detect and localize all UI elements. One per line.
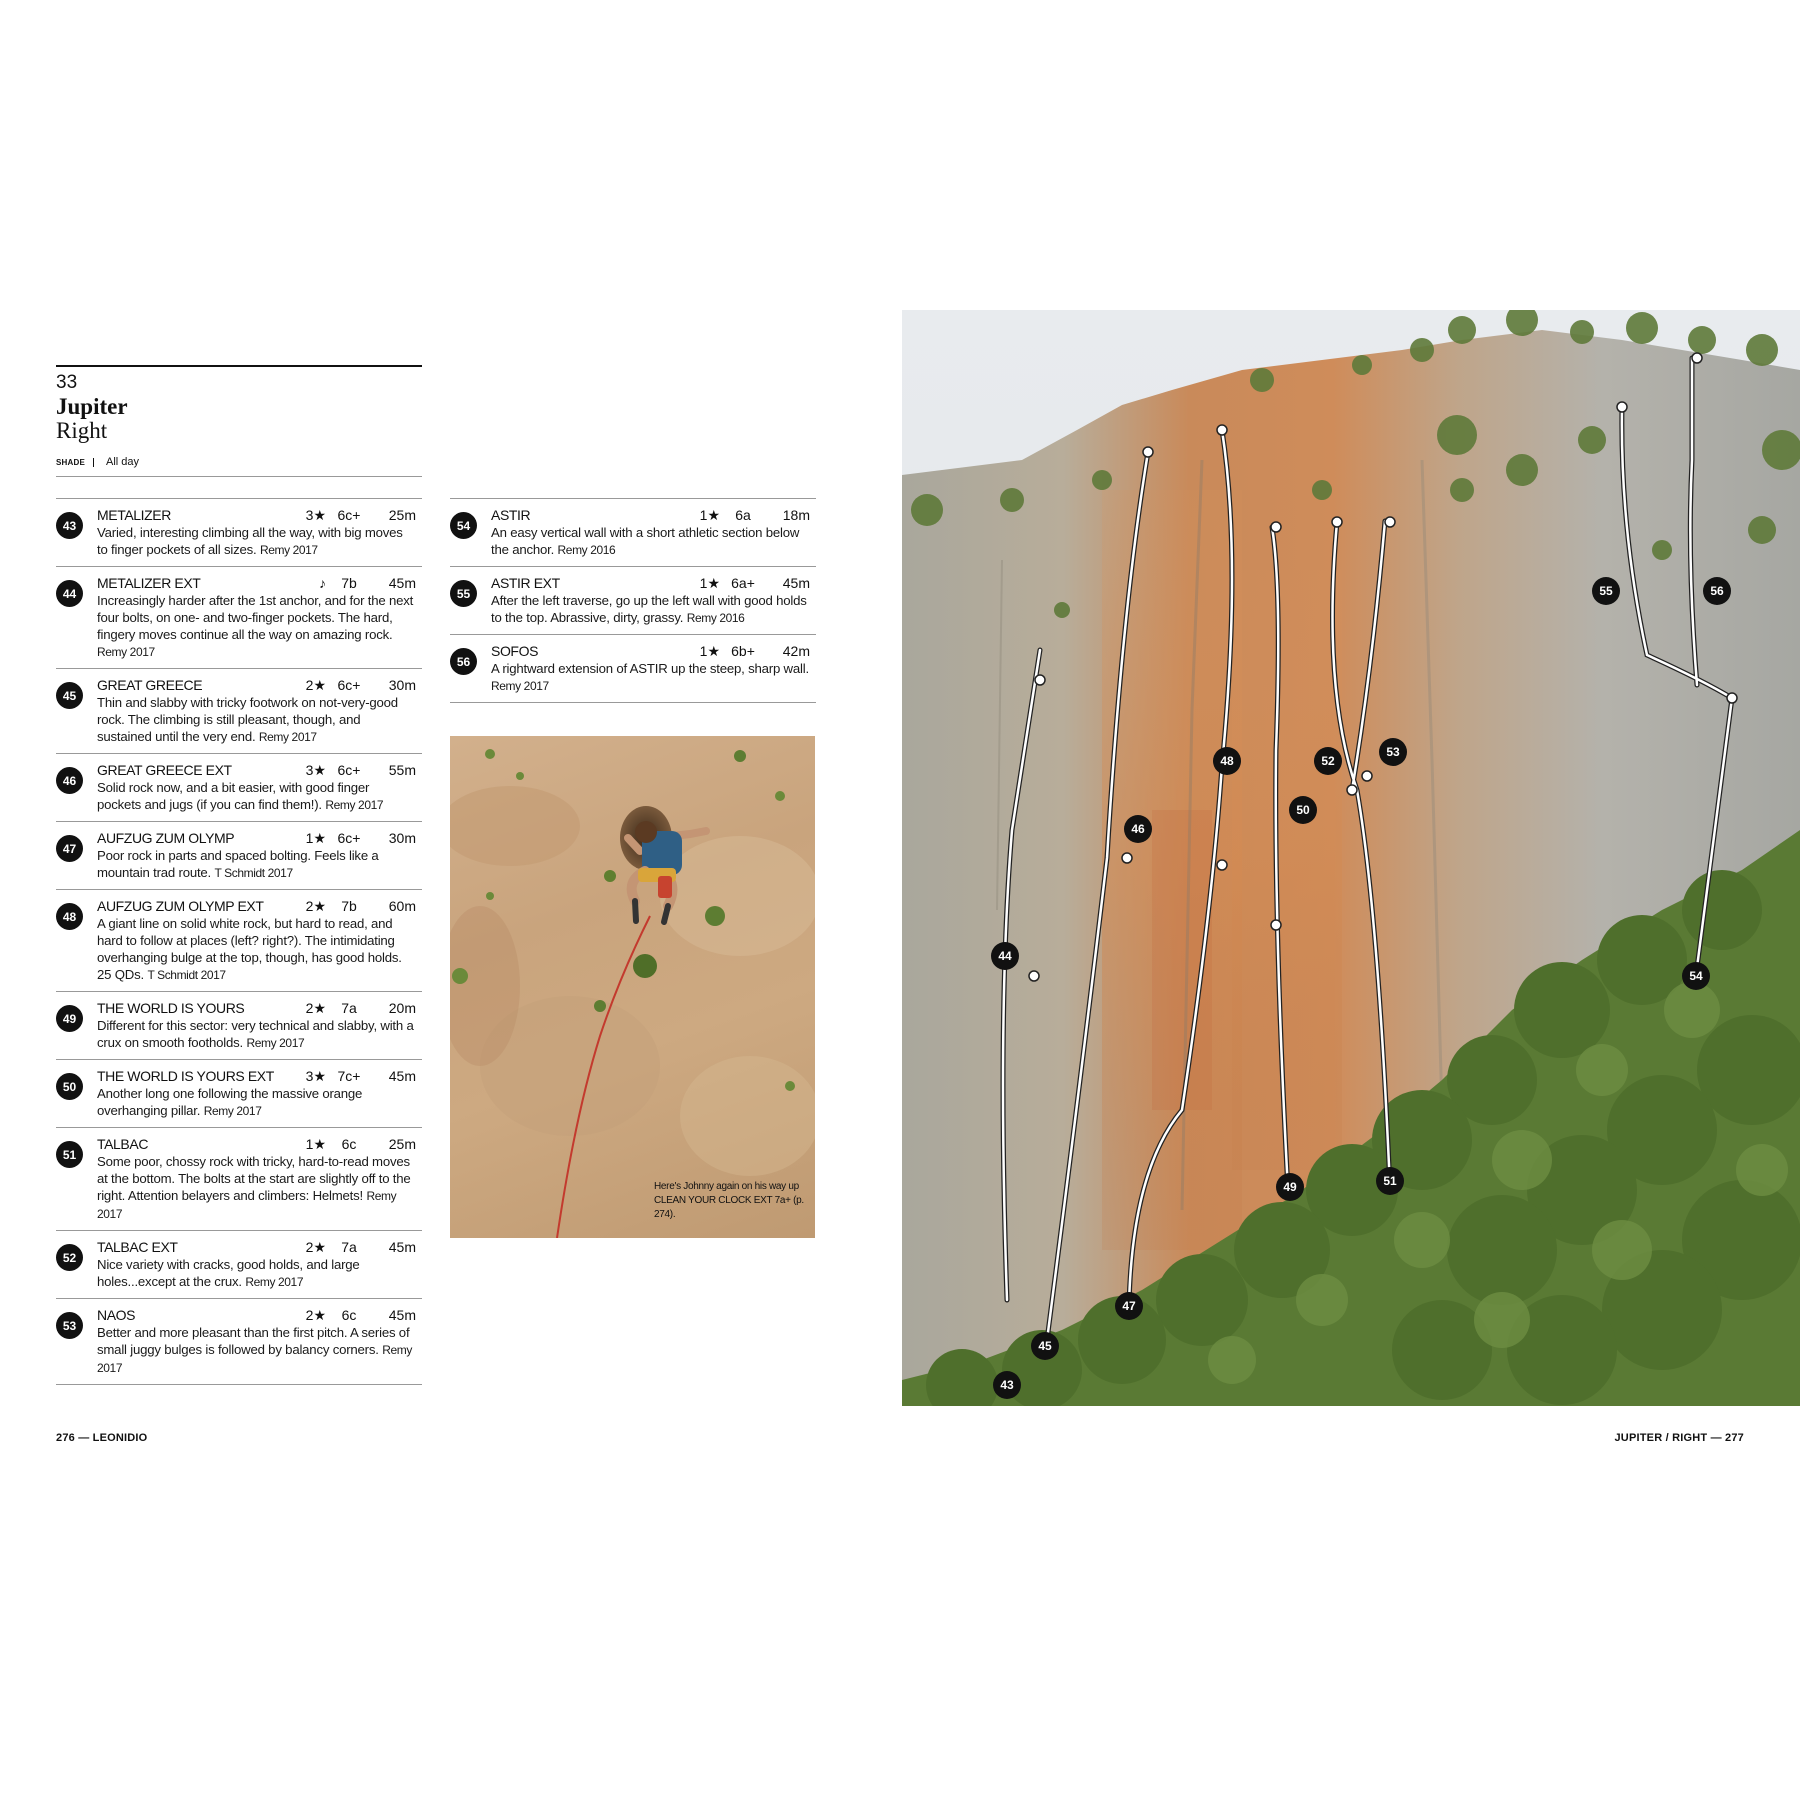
route-grade: 6c+ [337,830,361,846]
topo-anchor [1332,517,1342,527]
route-length: 60m [388,898,416,914]
route-description [97,524,416,559]
photo-caption: Here's Johnny again on his way up CLEAN YOUR CLOCK EXT 7a+ (p. 274). [654,1181,804,1220]
route-item [450,566,816,634]
route-stars: 1★ [305,830,326,846]
route-length: 45m [388,1307,416,1323]
route-grade: 7c+ [337,1068,361,1084]
route-credit: Remy 2017 [259,543,318,557]
shade-info [56,453,422,471]
route-length: 45m [388,575,416,591]
route-grade: 7a [341,1000,357,1016]
route-name: THE WORLD IS YOURS EXT [97,1068,274,1084]
route-item [56,991,422,1059]
topo-anchor [1727,693,1737,703]
route-description [97,1324,416,1377]
route-stars: 2★ [305,898,326,914]
header-rule [56,365,422,367]
topo-label: 46 [1131,822,1145,836]
route-credit: T Schmidt 2017 [214,866,293,880]
route-grade: 7b [341,898,357,914]
topo-label: 47 [1122,1299,1136,1313]
route-grade: 7a [341,1239,357,1255]
topo-anchor [1122,853,1132,863]
route-stars: 1★ [699,643,720,659]
route-description [97,1153,416,1223]
route-length: 18m [782,507,810,523]
topo-anchor [1617,402,1627,412]
route-description-text: A rightward extension of ASTIR up the steep, sharp wall. [491,661,809,676]
route-grade: 6a+ [731,575,755,591]
route-credit: Remy 2017 [245,1275,304,1289]
route-credit: Remy 2017 [246,1036,305,1050]
topo-anchor [1362,771,1372,781]
topo-anchor [1692,353,1702,363]
route-grade: 6c [341,1136,357,1152]
route-credit: Remy 2017 [203,1104,262,1118]
route-stars: 3★ [305,1068,326,1084]
route-stars: 1★ [699,507,720,523]
route-length: 30m [388,830,416,846]
route-number-badge: 54 [450,512,477,539]
shade-value: All day [106,456,140,468]
route-description [97,1256,416,1291]
route-header [97,1307,416,1324]
topo-label: 43 [1000,1378,1014,1392]
topo-label: 48 [1220,754,1234,768]
topo-label: 51 [1383,1174,1397,1188]
footer-left-page: 276 — LEONIDIO [56,1432,148,1444]
route-number-badge: 51 [56,1141,83,1168]
route-description-text: An easy vertical wall with a short athletic section below the anchor. [491,525,800,557]
route-description-text: Some poor, chossy rock with tricky, hard-to-read moves at the bottom. The bolts at the start are slightly off to the right. Attention belayers and climbers: Helmets! [97,1154,411,1203]
route-credit: Remy 2017 [325,798,384,812]
route-description-text: Solid rock now, and a bit easier, with good finger pockets and jugs (if you can find them!). [97,780,370,812]
topo-label: 49 [1283,1180,1297,1194]
route-item [56,821,422,889]
route-grade: 6c [341,1307,357,1323]
topo-anchor [1271,522,1281,532]
route-number-badge: 53 [56,1312,83,1339]
route-stars: 3★ [305,507,326,523]
route-description [97,592,416,661]
route-list-right [450,498,816,703]
route-stars: 2★ [305,1000,326,1016]
route-description-text: Varied, interesting climbing all the way, with big moves to finger pockets of all sizes. [97,525,403,557]
route-length: 45m [388,1239,416,1255]
topo-anchor [1385,517,1395,527]
route-credit: Remy 2017 [97,1343,412,1375]
route-description [97,847,416,882]
route-name: TALBAC EXT [97,1239,178,1255]
climber-photo [450,736,815,1238]
sector-title: Jupiter [56,394,128,419]
topo-anchor [1347,785,1357,795]
route-item [56,889,422,991]
route-description [97,1085,416,1120]
route-length: 25m [388,1136,416,1152]
route-number-badge: 43 [56,512,83,539]
route-name: ASTIR EXT [491,575,560,591]
route-header [491,507,810,524]
topo-label: 56 [1710,584,1724,598]
route-header [97,1000,416,1017]
topo-photo [902,310,1800,1406]
route-description [97,779,416,814]
route-description [97,1017,416,1052]
route-item [56,566,422,668]
route-number-badge: 48 [56,903,83,930]
shade-label: SHADE [56,458,94,467]
route-number-badge: 55 [450,580,477,607]
route-number-badge: 45 [56,682,83,709]
sector-subtitle: Right [56,418,108,443]
route-description-text: Increasingly harder after the 1st anchor, and for the next four bolts, on one- and two-finger pockets. The hard, fingery moves continue all the way on amazing rock. [97,593,414,642]
route-description-text: After the left traverse, go up the left wall with good holds to the top. Abrassive, dirty, grassy. [491,593,807,625]
route-credit: Remy 2017 [97,1189,397,1221]
route-credit: Remy 2017 [258,730,317,744]
topo-label: 45 [1038,1339,1052,1353]
route-item [56,753,422,821]
route-length: 25m [388,507,416,523]
route-description [491,524,810,559]
route-description-text: Thin and slabby with tricky footwork on not-very-good rock. The climbing is still pleasant, though, and sustained until the very end. [97,695,398,744]
sector-number: 33 [56,372,78,393]
footer-right-page: JUPITER / RIGHT — 277 [1614,1432,1744,1444]
route-header [97,830,416,847]
topo-anchor [1143,447,1153,457]
route-number-badge: 46 [56,767,83,794]
route-length: 45m [782,575,810,591]
route-stars: ♪ [319,575,326,591]
route-length: 20m [388,1000,416,1016]
topo-label: 50 [1296,803,1310,817]
topo-anchor [1029,971,1039,981]
route-description [491,660,810,695]
route-number-badge: 44 [56,580,83,607]
route-item [56,1127,422,1230]
route-credit: Remy 2017 [491,679,549,693]
route-name: NAOS [97,1307,136,1323]
route-list-left [56,498,422,1385]
topo-anchor [1035,675,1045,685]
route-description [97,694,416,746]
route-number-badge: 56 [450,648,477,675]
route-name: METALIZER [97,507,171,523]
route-name: GREAT GREECE EXT [97,762,232,778]
route-name: SOFOS [491,643,539,659]
route-name: ASTIR [491,507,531,523]
route-description-text: Different for this sector: very technical and slabby, with a crux on smooth footholds. [97,1018,414,1050]
route-header [97,1136,416,1153]
topo-label: 54 [1689,969,1703,983]
route-name: TALBAC [97,1136,149,1152]
route-description-text: A giant line on solid white rock, but hard to read, and hard to follow at places (left? right?). The intimidating overhanging bulge at the top, though, has good holds. 25 QDs. [97,916,402,982]
route-description-text: Another long one following the massive orange overhanging pillar. [97,1086,363,1118]
route-length: 42m [782,643,810,659]
route-header [491,643,810,660]
route-item [56,1298,422,1385]
route-item [56,668,422,753]
topo-label: 55 [1599,584,1613,598]
topo-label: 53 [1386,745,1400,759]
route-number-badge: 52 [56,1244,83,1271]
route-header [97,1239,416,1256]
route-item [56,498,422,566]
route-header [97,677,416,694]
route-description-text: Nice variety with cracks, good holds, and large holes...except at the crux. [97,1257,360,1289]
route-header [491,575,810,592]
topo-anchor [1217,425,1227,435]
topo-anchor [1217,860,1227,870]
route-grade: 6a [735,507,751,523]
route-number-badge: 49 [56,1005,83,1032]
route-header [97,898,416,915]
route-name: AUFZUG ZUM OLYMP EXT [97,898,264,914]
route-description-text: Poor rock in parts and spaced bolting. Feels like a mountain trad route. [97,848,379,880]
route-stars: 2★ [305,1307,326,1323]
route-length: 30m [388,677,416,693]
header-divider [56,476,422,477]
route-credit: Remy 2016 [686,611,745,625]
route-stars: 1★ [305,1136,326,1152]
route-stars: 2★ [305,1239,326,1255]
route-name: THE WORLD IS YOURS [97,1000,245,1016]
route-grade: 7b [341,575,357,591]
route-number-badge: 47 [56,835,83,862]
route-name: AUFZUG ZUM OLYMP [97,830,235,846]
route-item [450,498,816,566]
route-stars: 1★ [699,575,720,591]
route-description-text: Better and more pleasant than the first pitch. A series of small juggy bulges is followed by balancy corners. [97,1325,410,1357]
route-header [97,575,416,592]
route-item [450,634,816,703]
route-stars: 2★ [305,677,326,693]
topo-label: 44 [998,949,1012,963]
climber-photo-art [450,736,815,1238]
route-header [97,507,416,524]
route-credit: T Schmidt 2017 [147,968,226,982]
route-grade: 6c+ [337,507,361,523]
route-item [56,1230,422,1298]
route-grade: 6c+ [337,677,361,693]
topo-anchor [1271,920,1281,930]
route-grade: 6c+ [337,762,361,778]
route-description [97,915,416,984]
route-name: GREAT GREECE [97,677,203,693]
route-name: METALIZER EXT [97,575,201,591]
sector-header [56,365,422,477]
route-item [56,1059,422,1127]
route-length: 55m [388,762,416,778]
route-credit: Remy 2016 [557,543,616,557]
route-grade: 6b+ [731,643,755,659]
route-credit: Remy 2017 [97,645,155,659]
topo-art [902,310,1800,1406]
route-description [491,592,810,627]
route-number-badge: 50 [56,1073,83,1100]
route-length: 45m [388,1068,416,1084]
route-header [97,1068,416,1085]
topo-label: 52 [1321,754,1335,768]
route-stars: 3★ [305,762,326,778]
route-header [97,762,416,779]
